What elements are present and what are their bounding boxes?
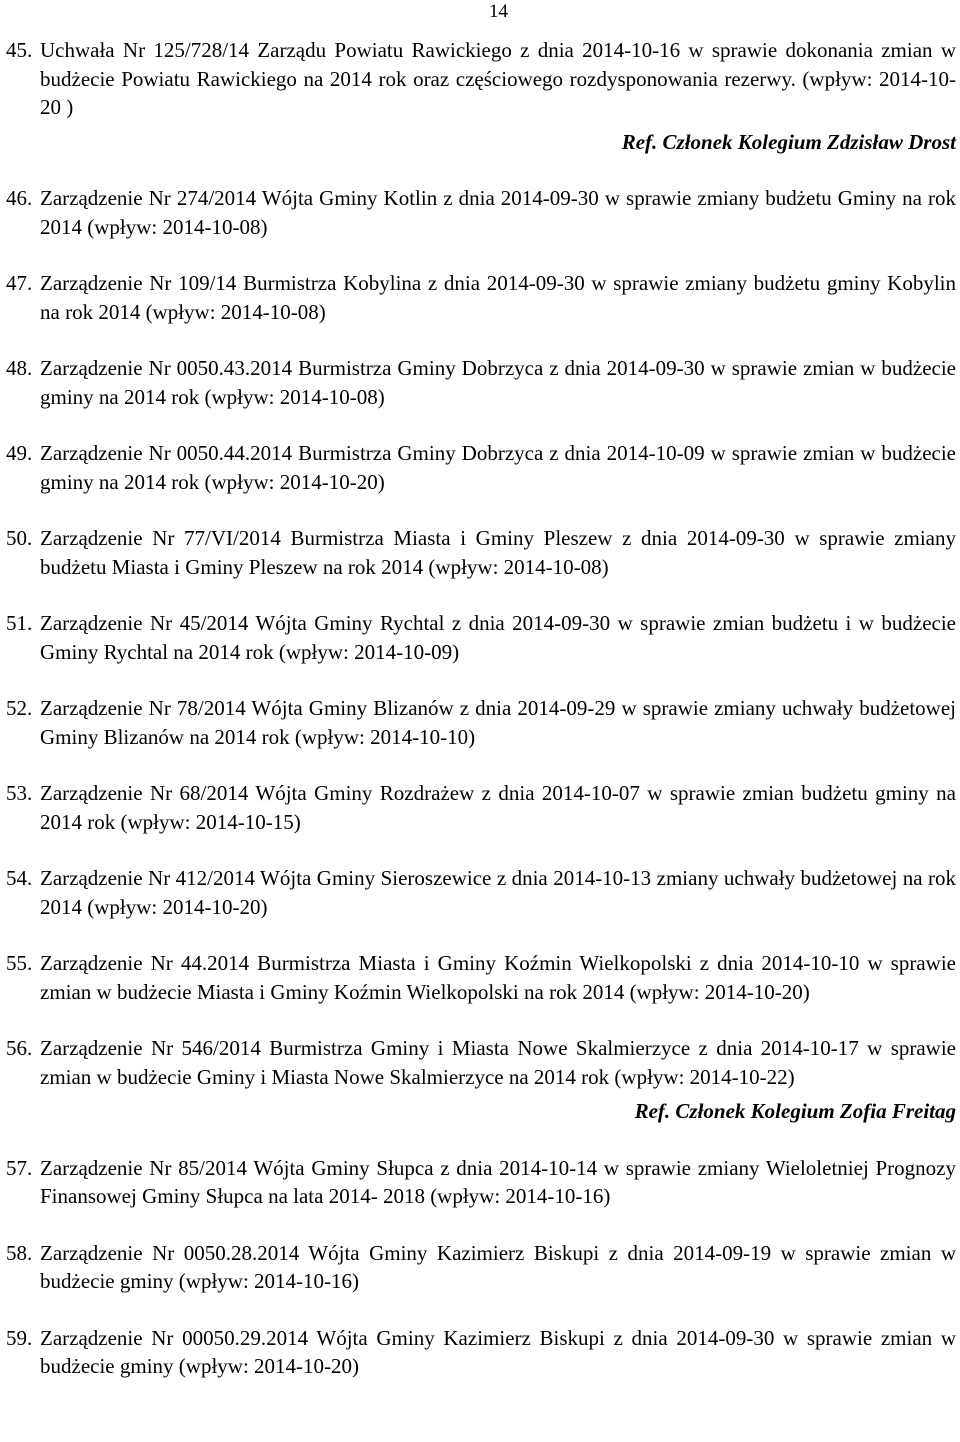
list-item-56	[0, 1034, 960, 1091]
item-text: Zarządzenie Nr 45/2014 Wójta Gminy Rychtal z dnia 2014-09-30 w sprawie zmian budżetu i w budżecie Gminy Rychtal na 2014 rok (wpływ: 2014-10-09)	[40, 611, 956, 664]
item-text: Uchwała Nr 125/728/14 Zarządu Powiatu Rawickiego z dnia 2014-10-16 w sprawie dokonania zmian w budżecie Powiatu Rawickiego na 2014 rok oraz częściowego rozdysponowania rezerwy. (wpływ: 2014-10-20 )	[40, 38, 956, 119]
item-number: 58.	[6, 1240, 33, 1265]
item-number: 55.	[6, 951, 33, 975]
item-number: 50.	[6, 526, 33, 550]
list-item-57	[0, 1154, 960, 1211]
item-number: 49.	[6, 441, 33, 465]
document-body	[0, 36, 960, 1381]
item-text: Zarządzenie Nr 77/VI/2014 Burmistrza Miasta i Gminy Pleszew z dnia 2014-09-30 w sprawie zmiany budżetu Miasta i Gminy Pleszew na rok 2014 (wpływ: 2014-10-08)	[40, 526, 956, 579]
item-text: Zarządzenie Nr 412/2014 Wójta Gminy Sieroszewice z dnia 2014-10-13 zmiany uchwały budżetowej na rok 2014 (wpływ: 2014-10-20)	[40, 866, 956, 919]
list-item-47	[0, 269, 960, 326]
item-number: 57.	[6, 1155, 33, 1180]
list-item-55	[0, 949, 960, 1006]
item-text: Zarządzenie Nr 00050.29.2014 Wójta Gminy Kazimierz Biskupi z dnia 2014-09-30 w sprawie zmian w budżecie gminy (wpływ: 2014-10-20)	[40, 1325, 956, 1378]
item-number: 52.	[6, 696, 33, 720]
list-item-46	[0, 184, 960, 241]
item-text: Zarządzenie Nr 0050.28.2014 Wójta Gminy Kazimierz Biskupi z dnia 2014-09-19 w sprawie zmian w budżecie gminy (wpływ: 2014-10-16)	[40, 1240, 956, 1293]
item-text: Zarządzenie Nr 44.2014 Burmistrza Miasta i Gminy Koźmin Wielkopolski z dnia 2014-10-10 w sprawie zmian w budżecie Miasta i Gminy Koźmin Wielkopolski na rok 2014 (wpływ: 2014-10-20)	[40, 951, 956, 1004]
item-text: Zarządzenie Nr 109/14 Burmistrza Kobylina z dnia 2014-09-30 w sprawie zmiany budżetu gminy Kobylin na rok 2014 (wpływ: 2014-10-08)	[40, 271, 956, 324]
list-item-48	[0, 354, 960, 411]
list-item-54	[0, 864, 960, 921]
list-item-51	[0, 609, 960, 666]
item-text: Zarządzenie Nr 85/2014 Wójta Gminy Słupca z dnia 2014-10-14 w sprawie zmiany Wieloletniej Prognozy Finansowej Gminy Słupca na lata 2014- 2018 (wpływ: 2014-10-16)	[40, 1155, 956, 1208]
item-text: Zarządzenie Nr 78/2014 Wójta Gminy Blizanów z dnia 2014-09-29 w sprawie zmiany uchwały budżetowej Gminy Blizanów na 2014 rok (wpływ: 2014-10-10)	[40, 696, 956, 749]
item-text: Zarządzenie Nr 0050.43.2014 Burmistrza Gminy Dobrzyca z dnia 2014-09-30 w sprawie zmian w budżecie gminy na 2014 rok (wpływ: 2014-10-08)	[40, 356, 956, 409]
page-number: 14	[489, 1, 508, 22]
list-item-49	[0, 439, 960, 496]
item-number: 56.	[6, 1036, 33, 1060]
item-text: Zarządzenie Nr 546/2014 Burmistrza Gminy i Miasta Nowe Skalmierzyce z dnia 2014-10-17 w sprawie zmian w budżecie Gminy i Miasta Nowe Skalmierzyce na 2014 rok (wpływ: 2014-10-22)	[40, 1036, 956, 1089]
item-number: 51.	[6, 611, 33, 635]
item-number: 59.	[6, 1325, 33, 1350]
list-item-52	[0, 694, 960, 751]
item-number: 46.	[6, 186, 33, 210]
list-item-59	[0, 1324, 960, 1381]
item-number: 53.	[6, 781, 33, 805]
item-number: 45.	[6, 38, 33, 62]
list-item-53	[0, 779, 960, 836]
list-item-50	[0, 524, 960, 581]
item-number: 54.	[6, 866, 33, 890]
item-text: Zarządzenie Nr 0050.44.2014 Burmistrza Gminy Dobrzyca z dnia 2014-10-09 w sprawie zmian w budżecie gminy na 2014 rok (wpływ: 2014-10-20)	[40, 441, 956, 494]
list-item-45	[0, 36, 960, 122]
item-text: Zarządzenie Nr 68/2014 Wójta Gminy Rozdrażew z dnia 2014-10-07 w sprawie zmian budżetu gminy na 2014 rok (wpływ: 2014-10-15)	[40, 781, 956, 834]
list-item-58	[0, 1239, 960, 1296]
item-number: 47.	[6, 271, 33, 295]
item-text: Zarządzenie Nr 274/2014 Wójta Gminy Kotlin z dnia 2014-09-30 w sprawie zmiany budżetu Gminy na rok 2014 (wpływ: 2014-10-08)	[40, 186, 956, 239]
referent-line: Ref. Członek Kolegium Zofia Freitag	[634, 1099, 956, 1123]
item-number: 48.	[6, 356, 33, 380]
referent-line: Ref. Członek Kolegium Zdzisław Drost	[621, 129, 956, 154]
